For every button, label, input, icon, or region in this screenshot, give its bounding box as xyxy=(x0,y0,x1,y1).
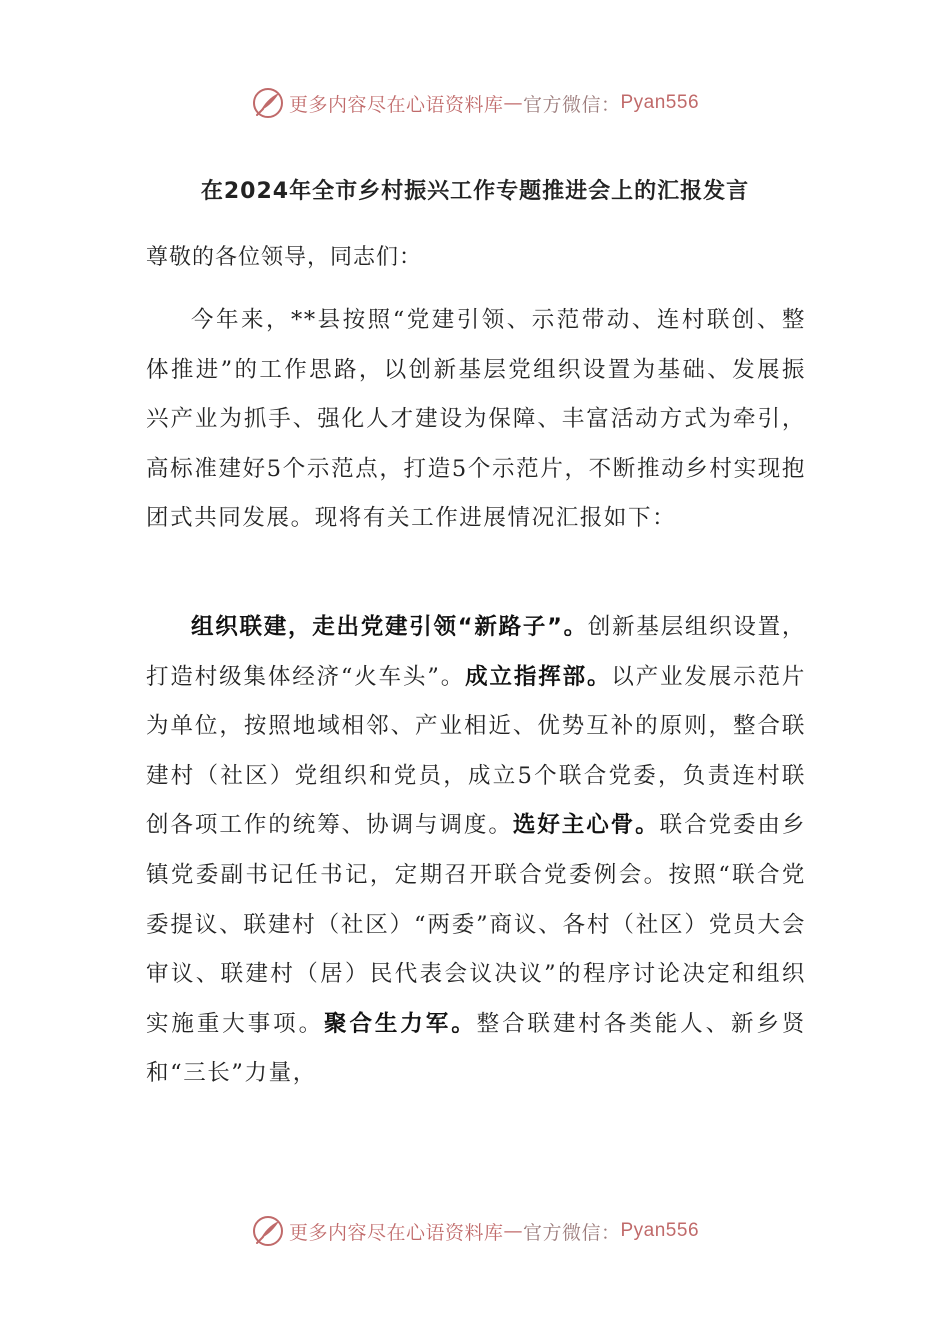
feather-pen-logo-icon xyxy=(251,86,285,120)
intro-paragraph: 今年来，**县按照“党建引领、示范带动、连村联创、整体推进”的工作思路，以创新基层党组织设置为基础、发展振兴产业为抓手、强化人才建设为保障、丰富活动方式为牵引，高标准建好5个示范点，打造5个示范片，不断推动乡村实现抱团式共同发展。现将有关工作进展情况汇报如下： xyxy=(146,307,806,532)
watermark-banner-top xyxy=(0,83,950,123)
watermark-brand-text: 更多内容尽在心语资料库 xyxy=(288,1221,504,1244)
point-text: 整合联建村各类能人、新乡贤和“三长”力量， xyxy=(146,1010,806,1087)
point-title: 选好主心骨。 xyxy=(512,812,660,839)
document-title: 在2024年全市乡村振兴工作专题推进会上的汇报发言 xyxy=(200,179,750,204)
watermark-banner-bottom xyxy=(0,1211,950,1251)
watermark-brand-text: 更多内容尽在心语资料库 xyxy=(288,93,504,116)
salutation: 尊敬的各位领导，同志们： xyxy=(146,245,423,270)
watermark-wechat-label: 官方微信： xyxy=(522,1221,621,1244)
section-paragraph xyxy=(146,603,806,1099)
watermark-separator: — xyxy=(503,92,523,114)
point-title: 聚合生力军。 xyxy=(324,1010,477,1037)
section-lead-text: 创新基层组织设置，打造村级集体经济“火车头”。 xyxy=(146,614,806,690)
point-text: 联合党委由乡镇党委副书记任书记，定期召开联合党委例会。按照“联合党委提议、联建村（社区）“两委”商议、各村（社区）党员大会审议、联建村（居）民代表会议决议”的程序讨论决定和组织实施重大事项。 xyxy=(146,812,806,1037)
watermark-wechat-label: 官方微信： xyxy=(522,93,621,116)
feather-pen-logo-icon xyxy=(251,1214,285,1248)
watermark-separator: — xyxy=(503,1220,523,1242)
section-heading: 组织联建，走出党建引领“新路子”。 xyxy=(191,614,588,640)
watermark-wechat-id: Pyan556 xyxy=(620,92,700,113)
watermark-wechat-id: Pyan556 xyxy=(620,1220,700,1241)
point-text: 以产业发展示范片为单位，按照地域相邻、产业相近、优势互补的原则，整合联建村（社区）党组织和党员，成立5个联合党委，负责连村联创各项工作的统筹、协调与调度。 xyxy=(146,663,806,839)
point-title: 成立指挥部。 xyxy=(465,663,612,690)
